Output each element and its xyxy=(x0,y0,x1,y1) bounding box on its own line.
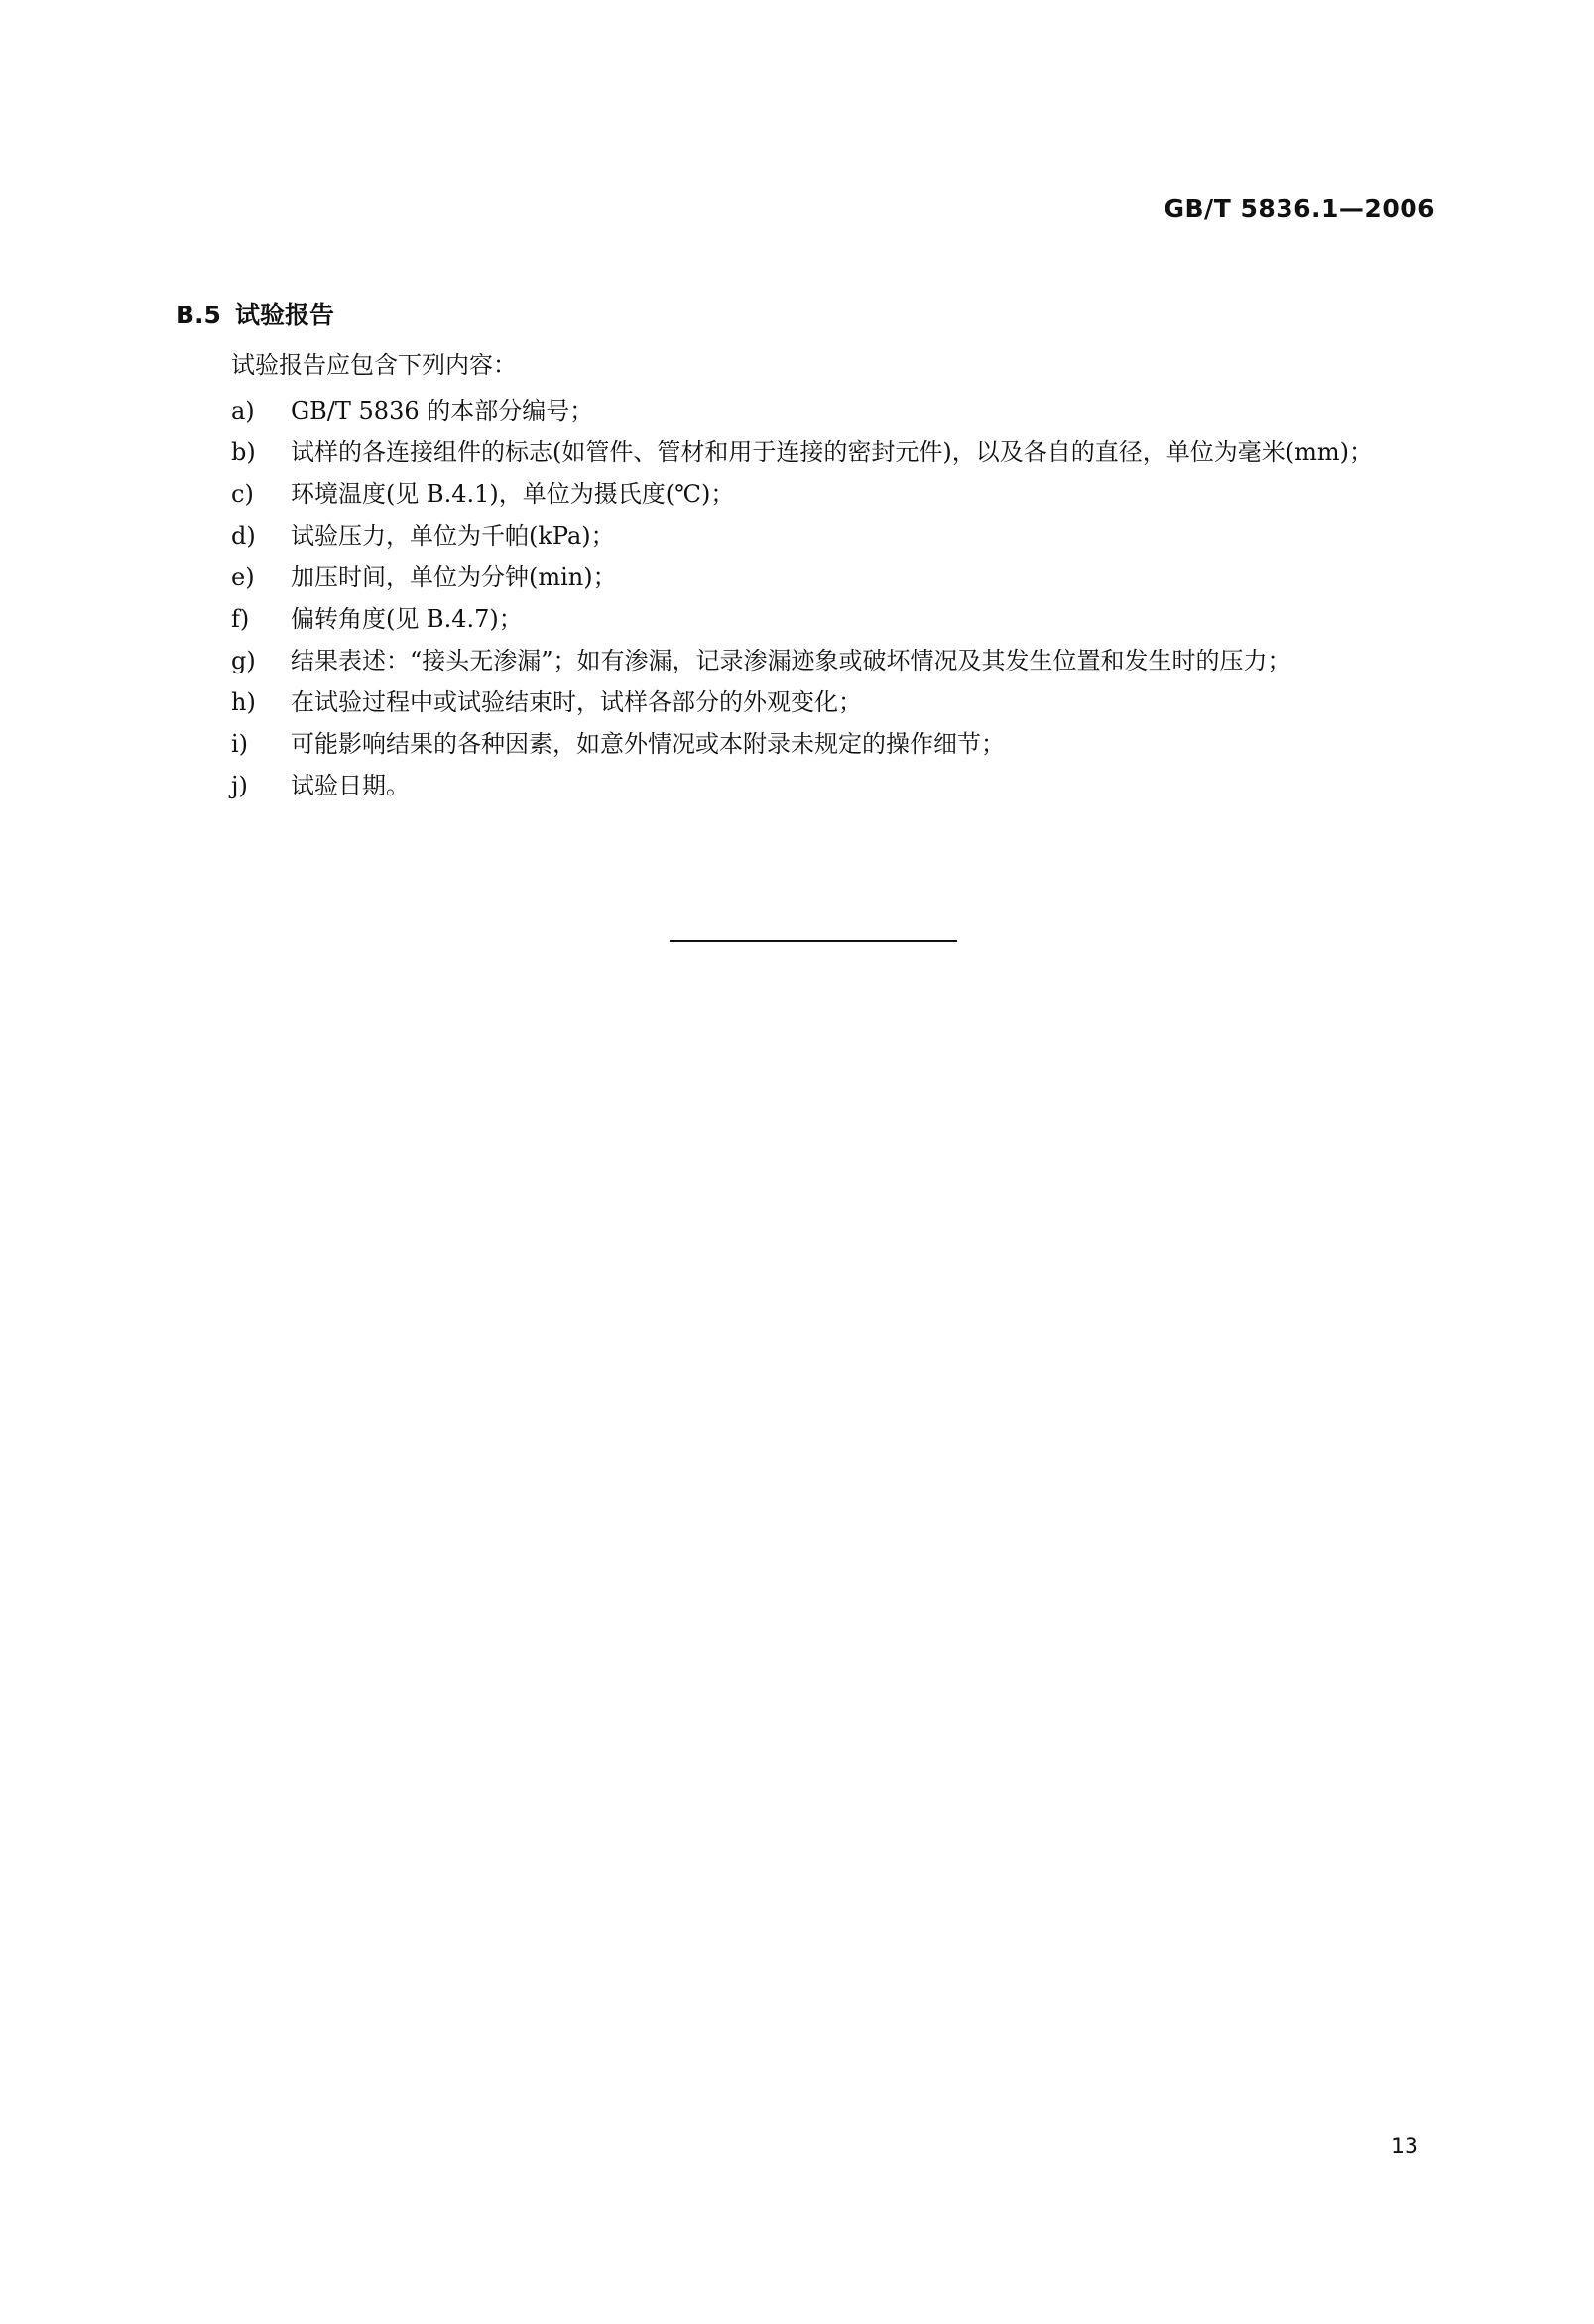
intro-paragraph: 试验报告应包含下列内容： xyxy=(231,351,517,379)
list-item-text: 可能影响结果的各种因素，如意外情况或本附录未规定的操作细节； xyxy=(291,730,1005,758)
list-item xyxy=(231,476,1441,512)
section-body xyxy=(231,347,1441,809)
list-item-marker: a) xyxy=(231,397,255,425)
list-item xyxy=(231,518,1441,553)
end-of-document-rule xyxy=(670,940,957,942)
list-item-marker: c) xyxy=(231,480,254,508)
standard-identifier: GB/T 5836.1—2006 xyxy=(1164,194,1435,223)
list-item-marker: b) xyxy=(231,438,256,466)
list-item xyxy=(231,601,1441,637)
list-item-marker: h) xyxy=(231,688,256,716)
section-title: 试验报告 xyxy=(235,301,335,329)
list-item-text: 在试验过程中或试验结束时，试样各部分的外观变化； xyxy=(291,688,862,716)
list-item-text: 结果表述：“接头无渗漏”；如有渗漏，记录渗漏迹象或破坏情况及其发生位置和发生时的压力； xyxy=(291,647,1291,674)
list-item-text: 偏转角度(见 B.4.7)； xyxy=(291,605,523,633)
list-item xyxy=(231,559,1441,595)
list-item xyxy=(231,684,1441,720)
list-item-text: 试验压力，单位为千帕(kPa)； xyxy=(291,522,615,550)
list-item xyxy=(231,434,1441,470)
list-item-text: 试样的各连接组件的标志(如管件、管材和用于连接的密封元件)，以及各自的直径，单位为毫米(mm)； xyxy=(291,438,1373,466)
section-number: B.5 xyxy=(176,301,221,329)
list-item xyxy=(231,393,1441,428)
list-item-text: GB/T 5836 的本部分编号； xyxy=(291,397,594,425)
list-item-marker: i) xyxy=(231,730,249,758)
list-item-marker: e) xyxy=(231,563,255,591)
list-item xyxy=(231,768,1441,803)
section-heading xyxy=(176,296,334,331)
list-item-marker: j) xyxy=(231,772,248,799)
list-item-marker: g) xyxy=(231,647,256,674)
list-item-text: 环境温度(见 B.4.1)，单位为摄氏度(℃)； xyxy=(291,480,735,508)
list-item-marker: f) xyxy=(231,605,250,633)
list-item-text: 试验日期。 xyxy=(291,772,410,799)
list-item-text: 加压时间，单位为分钟(min)； xyxy=(291,563,617,591)
list-item-marker: d) xyxy=(231,522,256,550)
list-item xyxy=(231,726,1441,762)
list-item xyxy=(231,643,1441,678)
page-number: 13 xyxy=(1391,2135,1418,2159)
